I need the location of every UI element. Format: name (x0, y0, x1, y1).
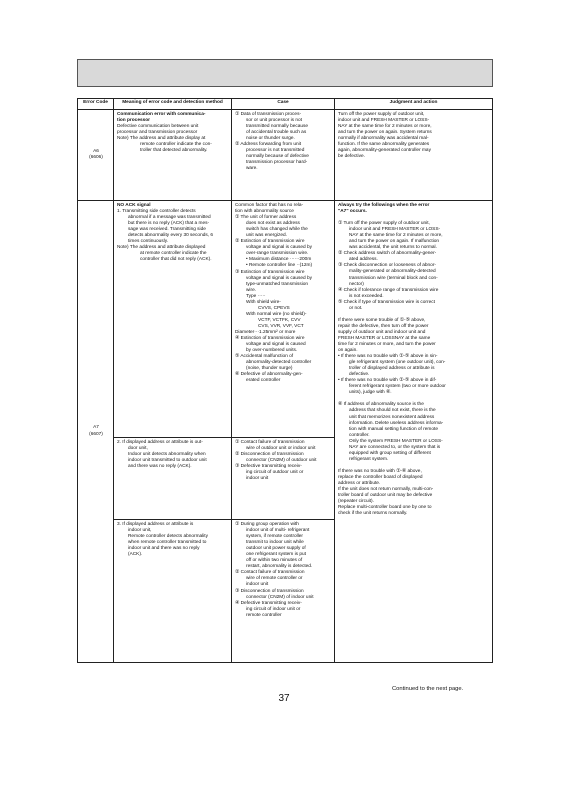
case-a7-1: Common factor that has no rela- tion with abnormality source ① The unit of former address does not exist as address switch has changed while the unit was energized. ② Extinction of transmission wire voltage and signal is caused by over-range transmission wire. • Maximum distance ······200m • Remote controller line ··(12m) ③ Extinction of transmission wire voltage and signal is caused by type-unmatched transmission wire. Type ····· With shield wire- CVVS, CPEVS With normal wire (no shield)- VCTF, VCTFK, CVV CVS, VVR, VVF, VCT Diameter···1.25mm² or more ④ Extinction of transmission wire voltage and signal is caused by over-numbered units. ⑤ Accidental malfunction of abnormality-detected controller (noise, thunder surge) ⑥ Defective of abnormality-gen- erated controller (232, 201, 335, 438)
meaning-a6: Communication error with communica- tion processor Defective communication between unit processor and transmission processor Note) The address and attribute display at remote controller indicate the con- troller that detected abnormality. (114, 110, 232, 201)
col-header-meaning: Meaning of error code and detection method (114, 99, 232, 110)
meaning-a7-1: NO ACK signal 1. Transmitting side controller detects abnormal if a message was transmitted but there is no reply (ACK) that a mes- sage was received. Transmitting side detects abnormality every 30 seconds, 6 times continuously. Note) The address and attribute displayed at remote controller indicate the controller that did not reply (ACK). (114, 201, 232, 438)
case-a7-2: ① Contact failure of transmission wire of outdoor unit or indoor unit ② Disconnection of transmission connector (CN2M) of outdoor unit ③ Defective transmitting receiv- ing circuit of outdoor unit or indoor unit (232, 438, 335, 520)
col-header-error-code: Error Code (78, 99, 114, 110)
table-row-a6 (78, 110, 493, 201)
table-header-row (78, 99, 493, 110)
table-row-a7-1 (78, 201, 493, 438)
page-number: 37 (278, 693, 290, 704)
error-code-a6: A6 (6606) (78, 110, 114, 201)
meaning-a7-3: 3. If displayed address or attribute is indoor unit, Remote controller detects abnormality when remote controller transmitted to indoor unit and there was no reply (ACK). (114, 520, 232, 663)
col-header-case: Case (232, 99, 335, 110)
meaning-a7-2: 2. If displayed address or attribute is out- door unit, Indoor unit detects abnormality when indoor unit transmitted to outdoor unit and there was no reply (ACK). (114, 438, 232, 520)
case-a7-3: ① During group operation with indoor unit of multi- refrigerant system, if remote controller transmit to indoor unit while outdoor unit power supply of one refrigerant system is put off or within two minutes of restart, abnormality is detected. ② Contact failure of transmission wire of remote controller or indoor unit ③ Disconnection of transmission connector (CN2M) of indoor unit ④ Defective transmitting receiv- ing circuit of indoor unit or remote controller (232, 520, 335, 663)
case-a6: ① Data of transmission proces- sor or unit processor is not transmitted normally because of accidental trouble such as noise or thunder surge. ② Address forwarding from unit processor is not transmitted normally because of defective transmission processor hard- ware. (232, 110, 335, 201)
header-band (77, 59, 493, 87)
error-code-a7: A7 (6607) (78, 201, 114, 663)
judgment-a6: Turn off the power supply of outdoor unit, indoor unit and FRESH MASTER or LOSS- NAY at the same time for 2 minutes or more, and turn the power on again. System returns normally if abnormality was accidental mal- function. If the same abnormality generates again, abnormality-generated controller may be defective. (335, 110, 493, 201)
error-code-table (77, 98, 493, 663)
col-header-judgment: Judgment and action (335, 99, 493, 110)
continued-note: Continued to the next page. (392, 686, 464, 692)
judgment-a7: Always try the followings when the error "A7" occurs. ① Turn off the power supply of outdoor unit, indoor unit and FRESH MASTER or LOSS- NAY at the same time for 2 minutes or more, and turn the power on again. If malfunction was accidental, the unit returns to normal. ② Check address switch of abnormality-gener- ated address. ③ Check disconnection or looseness of abnor- mality-generated or abnormality-detected transmission wire (terminal block and con- nector) ④ Check if tolerance range of transmission wire is not exceeded. ⑤ Check if type of transmission wire is correct or not. If there were some trouble of ①-⑤ above, repair the defective, then turn off the power supply of outdoor unit and indoor unit and FRESH MASTER or LOSSNAY at the same time for 2 minutes or more, and turn the power on again. • If there was no trouble with ①-⑤ above in sin- gle refrigerant system (one outdoor unit), con- troller of displayed address or attribute is defective. • If there was no trouble with ①-⑤ above in dif- ferent refrigerant system (two or more outdoor units), judge with ⑥. ⑥ If address of abnormality source is the address that should not exist, there is the unit that memorizes nonexistent address information. Delete useless address informa- tion with manual setting function of remote controller. Only the system FRESH MASTER or LOSS- NAY are connected to, or the system that is equipped with group setting of different refrigerant system. If there was no trouble with ①-⑥ above, replace the controller board of displayed address or attribute. If the unit does not return normally, multi-con- troller board of outdoor unit may be defective (repeater circuit). Replace multi-controller board one by one to check if the unit returns normally. (335, 201, 493, 663)
